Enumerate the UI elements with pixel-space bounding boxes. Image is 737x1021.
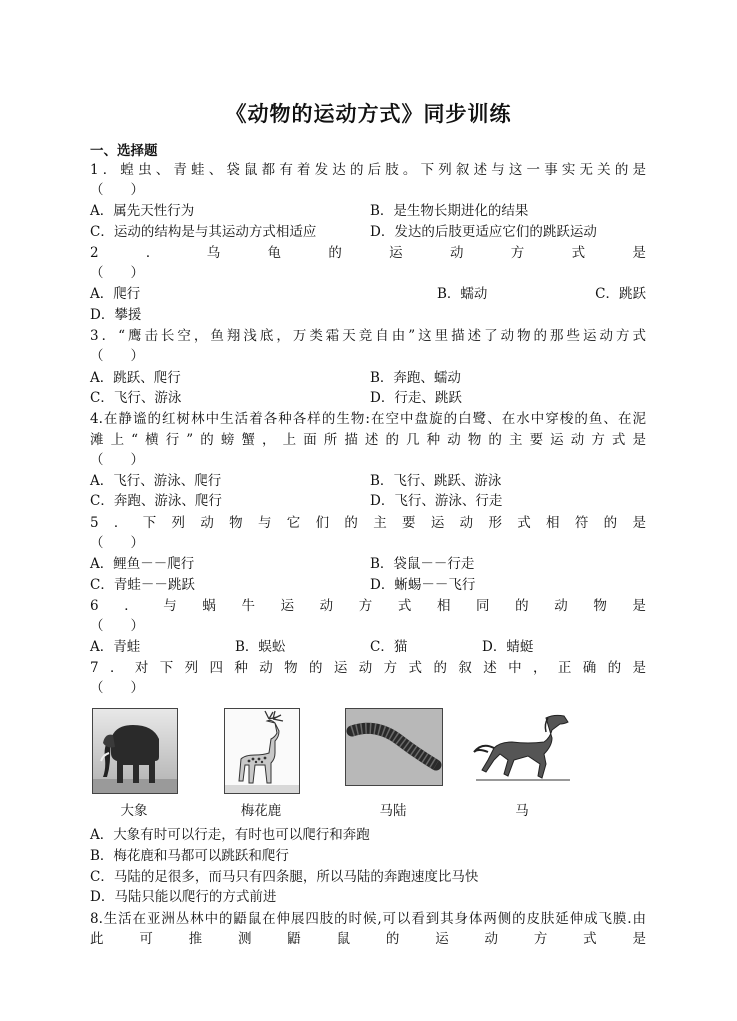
q3-option-b: B．奔跑、蠕动 [370, 370, 461, 386]
q7-option-d: D．马陆只能以爬行的方式前进 [90, 889, 277, 905]
q4-option-b: B．飞行、跳跃、游泳 [370, 473, 502, 489]
q8-stem-line2: 此 可 推 测 鼯 鼠 的 运 动 方 式 是 [90, 931, 646, 947]
caption-elephant: 大象 [120, 803, 148, 819]
q6-options-row [90, 637, 646, 657]
q1-option-d: D．发达的后肢更适应它们的跳跃运动 [370, 224, 597, 240]
q5-blank: （ ） [90, 535, 144, 551]
q4-options-row1 [90, 471, 646, 491]
elephant-image [92, 708, 178, 794]
horse-image [468, 708, 576, 784]
q1-option-a: A．属先天性行为 [90, 203, 195, 219]
q1-stem: 1．蝗虫、青蛙、袋鼠都有着发达的后肢。下列叙述与这一事实无关的是 [90, 162, 646, 178]
caption-millipede: 马陆 [379, 803, 407, 819]
q7-option-c: C．马陆的足很多，而马只有四条腿，所以马陆的奔跑速度比马快 [90, 869, 479, 885]
q4-stem-line2: 滩上“横行”的螃蟹，上面所描述的几种动物的主要运动方式是 [90, 432, 646, 448]
caption-sika-deer: 梅花鹿 [240, 803, 282, 819]
q6-option-c: C．猫 [370, 639, 408, 655]
q2-option-b: B．蠕动 [437, 286, 488, 302]
q3-option-a: A．跳跃、爬行 [90, 370, 181, 386]
q5-options-row1 [90, 554, 646, 574]
q3-option-c: C．飞行、游泳 [90, 390, 182, 406]
millipede-image [345, 708, 443, 786]
q4-stem-line1: 4.在静谧的红树林中生活着各种各样的生物:在空中盘旋的白鹭、在水中穿梭的鱼、在泥 [90, 411, 646, 427]
q5-options-row2 [90, 575, 646, 595]
q4-blank: （ ） [90, 452, 144, 468]
q2-options-row1 [90, 284, 646, 304]
q3-stem: 3．“鹰击长空，鱼翔浅底，万类霜天竞自由”这里描述了动物的那些运动方式 [90, 328, 646, 344]
q5-option-d: D．蜥蜴－－飞行 [370, 577, 476, 593]
q5-option-a: A．鲤鱼－－爬行 [90, 556, 195, 572]
q4-option-d: D．飞行、游泳、行走 [370, 493, 503, 509]
caption-horse: 马 [515, 803, 529, 819]
q1-option-b: B．是生物长期进化的结果 [370, 203, 529, 219]
q3-blank: （ ） [90, 348, 144, 364]
q2-blank: （ ） [90, 265, 144, 281]
q3-option-d: D．行走、跳跃 [370, 390, 462, 406]
page-title: 《动物的运动方式》同步训练 [225, 101, 512, 126]
q7-stem: 7．对下列四种动物的运动方式的叙述中，正确的是 [90, 660, 646, 676]
q7-blank: （ ） [90, 680, 144, 696]
q2-option-a: A．爬行 [90, 286, 141, 302]
q1-options-row2 [90, 222, 646, 242]
section-heading: 一、选择题 [90, 143, 158, 159]
q6-option-b: B．蜈蚣 [235, 639, 286, 655]
q6-option-d: D．蜻蜓 [482, 639, 534, 655]
q6-blank: （ ） [90, 618, 144, 634]
q7-animal-pictures [90, 708, 646, 818]
q8-stem-line1: 8.生活在亚洲丛林中的鼯鼠在伸展四肢的时候,可以看到其身体两侧的皮肤延伸成飞膜.由 [90, 911, 646, 927]
q6-option-a: A．青蛙 [90, 639, 141, 655]
q1-options-row1 [90, 201, 646, 221]
q5-option-b: B．袋鼠－－行走 [370, 556, 475, 572]
q1-option-c: C．运动的结构是与其运动方式相适应 [90, 224, 317, 240]
sika-deer-image [224, 708, 300, 794]
q7-option-b: B．梅花鹿和马都可以跳跃和爬行 [90, 848, 289, 864]
q4-option-c: C．奔跑、游泳、爬行 [90, 493, 222, 509]
q4-option-a: A．飞行、游泳、爬行 [90, 473, 222, 489]
q3-options-row1 [90, 368, 646, 388]
q5-stem: 5．下列动物与它们的主要运动形式相符的是 [90, 515, 646, 531]
q3-options-row2 [90, 388, 646, 408]
q5-option-c: C．青蛙－－跳跃 [90, 577, 195, 593]
q6-stem: 6 ． 与 蜗 牛 运 动 方 式 相 同 的 动 物 是 [90, 598, 646, 614]
q4-options-row2 [90, 491, 646, 511]
q2-stem: 2 ． 乌 龟 的 运 动 方 式 是 [90, 245, 646, 261]
q2-option-c: C．跳跃 [595, 286, 646, 302]
q1-blank: （ ） [90, 182, 144, 198]
q2-option-d: D．攀援 [90, 307, 142, 323]
q7-option-a: A．大象有时可以行走，有时也可以爬行和奔跑 [90, 827, 370, 843]
